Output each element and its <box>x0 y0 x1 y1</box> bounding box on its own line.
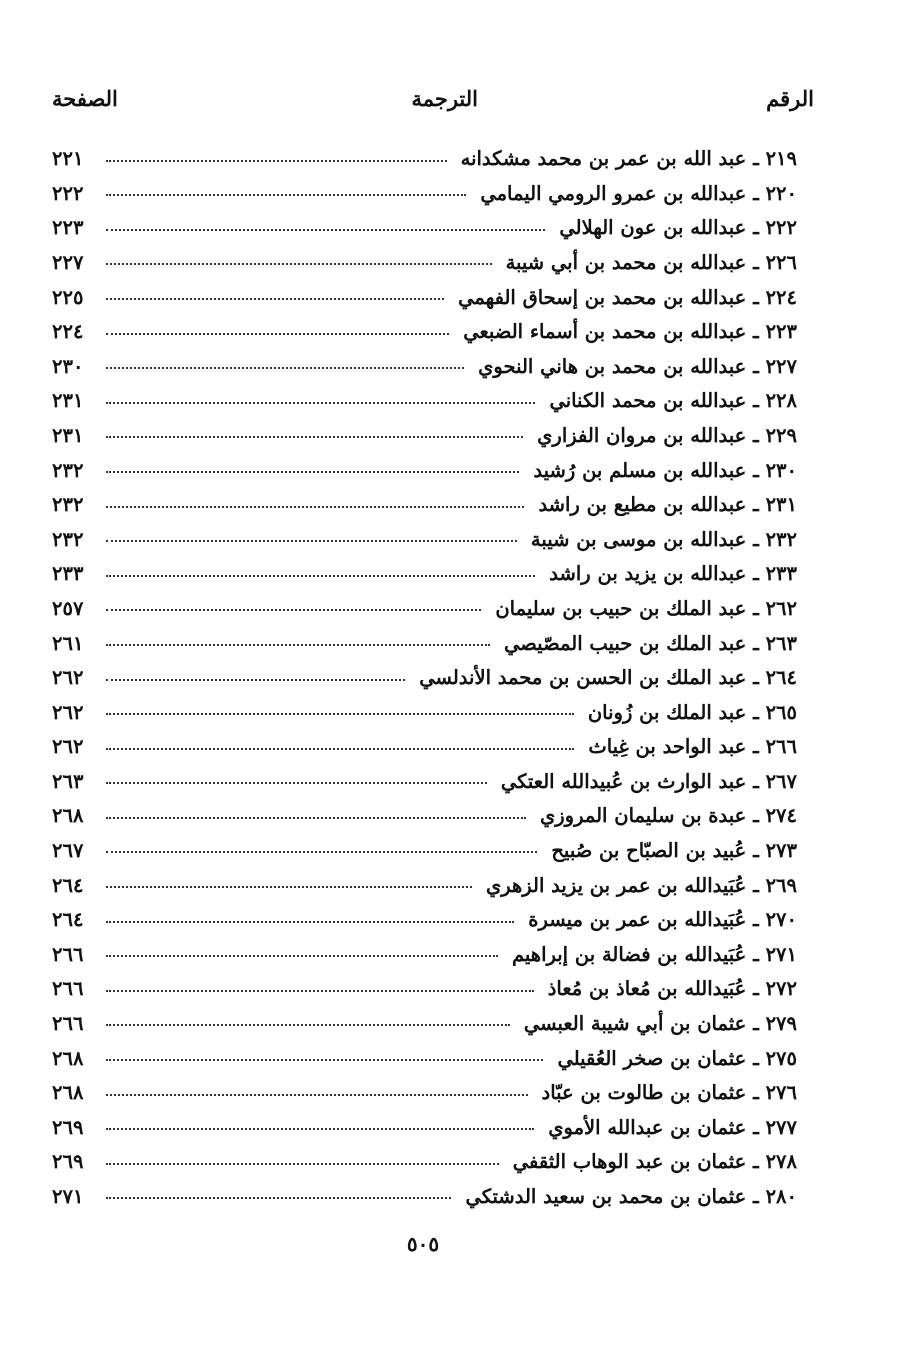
dot-leader <box>106 402 535 404</box>
entry-title: ٢٧١ ـ عُبَيدالله بن فضالة بن إبراهيم <box>511 942 797 966</box>
dot-leader <box>106 160 447 162</box>
entry-title: ٢٢٢ ـ عبدالله بن عون الهلالي <box>559 216 797 240</box>
header-number-label: الرقم <box>766 86 814 111</box>
toc-entry <box>52 378 797 413</box>
toc-entry <box>52 586 797 621</box>
toc-entry <box>52 1139 797 1174</box>
entry-page-number: ٢٦٦ <box>52 977 84 1001</box>
entry-page-number: ٢٣١ <box>52 423 84 447</box>
toc-entry <box>52 932 797 967</box>
toc-entry <box>52 828 797 863</box>
dot-leader <box>106 851 537 853</box>
toc-header <box>52 86 814 122</box>
toc-entry <box>52 482 797 517</box>
toc-entry <box>52 897 797 932</box>
toc-entry <box>52 793 797 828</box>
entry-page-number: ٢٦٦ <box>52 942 84 966</box>
toc-entry <box>52 1070 797 1105</box>
dot-leader <box>106 1059 543 1061</box>
dot-leader <box>106 575 535 577</box>
toc-entry <box>52 240 797 275</box>
dot-leader <box>106 921 514 923</box>
entry-page-number: ٢٦٨ <box>52 804 84 828</box>
entry-title: ٢٦٣ ـ عبد الملك بن حبيب المصّيصي <box>504 631 797 655</box>
toc-entry <box>52 759 797 794</box>
entry-title: ٢٧٤ ـ عبدة بن سليمان المروزي <box>539 804 797 828</box>
entry-page-number: ٢٦٤ <box>52 873 84 897</box>
header-page-label: الصفحة <box>52 86 118 111</box>
table-of-contents <box>52 136 797 1208</box>
entry-page-number: ٢٢٣ <box>52 216 84 240</box>
toc-entry <box>52 344 797 379</box>
entry-title: ٢٦٤ ـ عبد الملك بن الحسن بن محمد الأندلسي <box>419 666 797 690</box>
dot-leader <box>106 540 517 542</box>
toc-entry <box>52 1174 797 1209</box>
entry-page-number: ٢٦٣ <box>52 769 84 793</box>
dot-leader <box>106 298 444 300</box>
entry-title: ٢٢٦ ـ عبدالله بن محمد بن أبي شيبة <box>505 250 797 274</box>
entry-page-number: ٢٢١ <box>52 147 84 171</box>
entry-title: ٢٢٧ ـ عبدالله بن محمد بن هاني النحوي <box>478 354 797 378</box>
toc-entry <box>52 274 797 309</box>
entry-page-number: ٢٥٧ <box>52 596 84 620</box>
toc-entry <box>52 966 797 1001</box>
toc-entry <box>52 171 797 206</box>
dot-leader <box>106 229 545 231</box>
dot-leader <box>106 333 449 335</box>
dot-leader <box>106 782 487 784</box>
entry-title: ٢٢٤ ـ عبدالله بن محمد بن إسحاق الفهمي <box>458 285 797 309</box>
dot-leader <box>106 436 523 438</box>
dot-leader <box>106 1128 534 1130</box>
entry-page-number: ٢٦٨ <box>52 1081 84 1105</box>
entry-page-number: ٢٢٥ <box>52 285 84 309</box>
toc-entry <box>52 136 797 171</box>
entry-page-number: ٢٧١ <box>52 1185 84 1209</box>
dot-leader <box>106 1197 451 1199</box>
dot-leader <box>106 644 490 646</box>
entry-title: ٢٢٣ ـ عبدالله بن محمد بن أسماء الضبعي <box>463 320 797 344</box>
dot-leader <box>106 1094 528 1096</box>
toc-entry <box>52 620 797 655</box>
toc-entry <box>52 1001 797 1036</box>
entry-page-number: ٢٣١ <box>52 389 84 413</box>
dot-leader <box>106 471 519 473</box>
entry-title: ٢٦٦ ـ عبد الواحد بن غِياث <box>588 735 797 759</box>
entry-page-number: ٢٢٤ <box>52 320 84 344</box>
dot-leader <box>106 609 481 611</box>
entry-page-number: ٢٦٢ <box>52 735 84 759</box>
toc-entry <box>52 205 797 240</box>
dot-leader <box>106 194 466 196</box>
entry-title: ٢٣٢ ـ عبدالله بن موسى بن شيبة <box>530 527 797 551</box>
entry-page-number: ٢٦٢ <box>52 700 84 724</box>
entry-title: ٢٢٩ ـ عبدالله بن مروان الفزاري <box>537 423 797 447</box>
entry-title: ٢٦٧ ـ عبد الوارث بن عُبيدالله العتكي <box>500 769 797 793</box>
entry-page-number: ٢٦٨ <box>52 1046 84 1070</box>
toc-entry <box>52 309 797 344</box>
dot-leader <box>106 263 492 265</box>
entry-page-number: ٢٦١ <box>52 631 84 655</box>
entry-page-number: ٢٦٦ <box>52 1012 84 1036</box>
entry-title: ٢٦٥ ـ عبد الملك بن زُونان <box>587 700 797 724</box>
dot-leader <box>106 506 524 508</box>
entry-title: ٢٦٩ ـ عُبَيدالله بن عمر بن يزيد الزهري <box>485 873 797 897</box>
entry-page-number: ٢٢٧ <box>52 250 84 274</box>
dot-leader <box>106 955 498 957</box>
entry-title: ٢٣٠ ـ عبدالله بن مسلم بن رُشيد <box>533 458 797 482</box>
dot-leader <box>106 679 405 681</box>
toc-entry <box>52 724 797 759</box>
dot-leader <box>106 886 472 888</box>
entry-title: ٢٧٧ ـ عثمان بن عبدالله الأموي <box>548 1115 797 1139</box>
toc-entry <box>52 690 797 725</box>
entry-page-number: ٢٦٧ <box>52 839 84 863</box>
dot-leader <box>106 713 574 715</box>
entry-page-number: ٢٦٤ <box>52 908 84 932</box>
toc-entry <box>52 862 797 897</box>
toc-entry <box>52 655 797 690</box>
entry-title: ٢٧٦ ـ عثمان بن طالوت بن عبّاد <box>541 1081 797 1105</box>
entry-title: ٢٧٣ ـ عُبيد بن الصبّاح بن صُبيح <box>551 839 797 863</box>
entry-title: ٢٢٠ ـ عبدالله بن عمرو الرومي اليمامي <box>480 181 797 205</box>
entry-title: ٢٣١ ـ عبدالله بن مطيع بن راشد <box>538 493 797 517</box>
entry-title: ٢١٩ ـ عبد الله بن عمر بن محمد مشكدانه <box>460 147 797 171</box>
entry-title: ٢٢٨ ـ عبدالله بن محمد الكناني <box>549 389 797 413</box>
dot-leader <box>106 990 534 992</box>
entry-title: ٢٨٠ ـ عثمان بن محمد بن سعيد الدشتكي <box>465 1185 797 1209</box>
toc-entry <box>52 447 797 482</box>
toc-entry <box>52 1105 797 1140</box>
entry-page-number: ٢٦٩ <box>52 1115 84 1139</box>
entry-title: ٢٧٨ ـ عثمان بن عبد الوهاب الثقفي <box>512 1150 797 1174</box>
entry-page-number: ٢٦٢ <box>52 666 84 690</box>
entry-title: ٢٧٩ ـ عثمان بن أبي شيبة العبسي <box>523 1012 797 1036</box>
toc-entry <box>52 1035 797 1070</box>
entry-title: ٢٧٠ ـ عُبَيدالله بن عمر بن ميسرة <box>528 908 797 932</box>
dot-leader <box>106 367 464 369</box>
entry-title: ٢٧٢ ـ عُبَيدالله بن مُعاذ بن مُعاذ <box>547 977 797 1001</box>
entry-page-number: ٢٦٩ <box>52 1150 84 1174</box>
dot-leader <box>106 748 574 750</box>
entry-title: ٢٧٥ ـ عثمان بن صخر العُقيلي <box>557 1046 797 1070</box>
entry-title: ٢٣٣ ـ عبدالله بن يزيد بن راشد <box>549 562 797 586</box>
dot-leader <box>106 817 526 819</box>
toc-entry <box>52 551 797 586</box>
dot-leader <box>106 1163 499 1165</box>
entry-title: ٢٦٢ ـ عبد الملك بن حبيب بن سليمان <box>495 596 797 620</box>
entry-page-number: ٢٣٢ <box>52 527 84 551</box>
entry-page-number: ٢٣٢ <box>52 458 84 482</box>
page-number: ٥٠٥ <box>406 1232 440 1256</box>
toc-entry <box>52 413 797 448</box>
entry-page-number: ٢٣٢ <box>52 493 84 517</box>
entry-page-number: ٢٢٢ <box>52 181 84 205</box>
entry-page-number: ٢٣٠ <box>52 354 84 378</box>
toc-entry <box>52 517 797 552</box>
header-title-label: الترجمة <box>411 86 478 111</box>
entry-page-number: ٢٣٣ <box>52 562 84 586</box>
dot-leader <box>106 1024 510 1026</box>
